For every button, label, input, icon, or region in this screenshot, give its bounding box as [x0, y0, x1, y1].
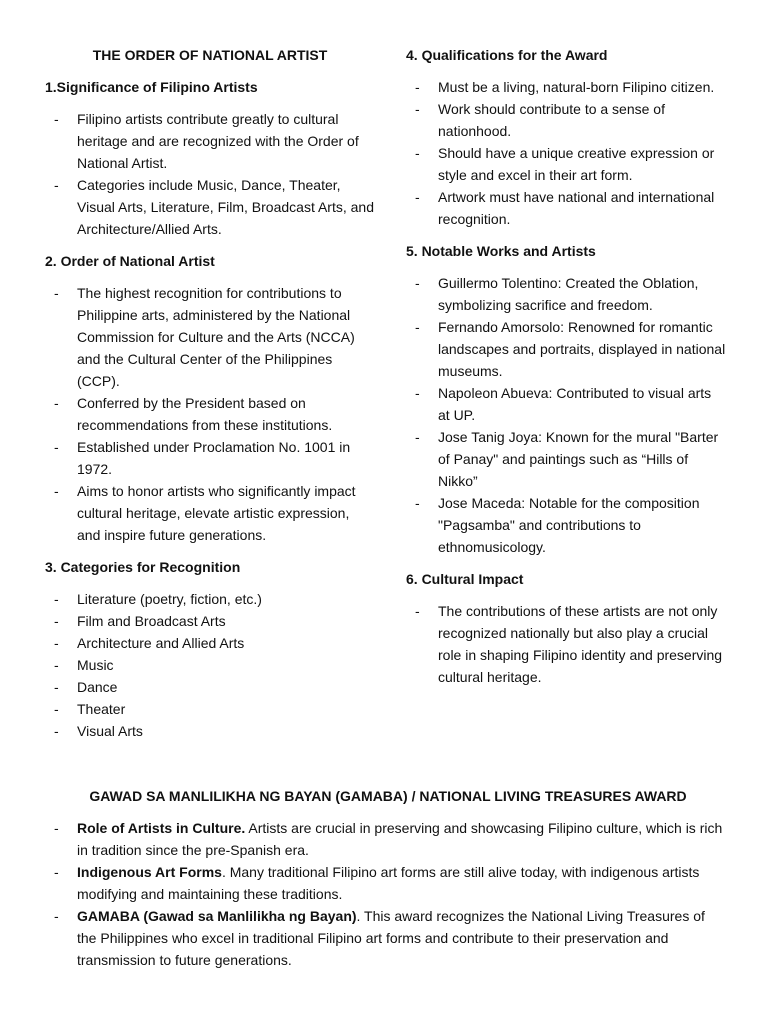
list-item	[45, 392, 375, 436]
dash-bullet-icon: -	[415, 495, 420, 511]
list-item-text: Visual Arts	[77, 723, 143, 739]
section-heading: 1.Significance of Filipino Artists	[45, 79, 258, 95]
section-heading: 6. Cultural Impact	[406, 571, 524, 587]
list-item	[45, 698, 375, 720]
list-item	[406, 98, 726, 142]
list-item	[406, 272, 726, 316]
bullet-list	[406, 600, 726, 688]
list-item-text: Fernando Amorsolo: Renowned for romantic landscapes and portraits, displayed in national museums.	[438, 319, 726, 379]
section-heading: 3. Categories for Recognition	[45, 559, 241, 575]
list-item	[45, 720, 375, 742]
list-item	[53, 861, 723, 905]
list-item-text: Artwork must have national and international recognition.	[438, 189, 715, 227]
list-item	[45, 174, 375, 240]
list-item	[406, 492, 726, 558]
dash-bullet-icon: -	[54, 679, 59, 695]
list-item	[406, 186, 726, 230]
list-item	[53, 817, 723, 861]
list-item-text: Literature (poetry, fiction, etc.)	[77, 591, 262, 607]
dash-bullet-icon: -	[54, 723, 59, 739]
list-item	[45, 436, 375, 480]
dash-bullet-icon: -	[54, 395, 59, 411]
bullet-list	[45, 108, 375, 240]
section-qualifications	[406, 44, 726, 230]
dash-bullet-icon: -	[54, 701, 59, 717]
bullet-list	[45, 282, 375, 546]
list-item-text: . This award recognizes the National Living Treasures of the Philippines who excel in traditional Filipino art forms and contribute to their preservation and transmission to future generations.	[77, 908, 705, 968]
section-notable-works	[406, 240, 726, 558]
left-column	[45, 44, 375, 752]
list-item-text: Jose Tanig Joya: Known for the mural "Barter of Panay" and paintings such as “Hills of Nikko”	[438, 429, 719, 489]
dash-bullet-icon: -	[54, 908, 59, 924]
dash-bullet-icon: -	[54, 820, 59, 836]
list-item	[45, 632, 375, 654]
dash-bullet-icon: -	[415, 385, 420, 401]
list-item	[406, 142, 726, 186]
dash-bullet-icon: -	[54, 177, 59, 193]
section-categories	[45, 556, 375, 742]
list-item-text: Work should contribute to a sense of nationhood.	[438, 101, 665, 139]
bullet-list	[406, 76, 726, 230]
list-item-text: Film and Broadcast Arts	[77, 613, 226, 629]
list-item-lead: Role of Artists in Culture.	[77, 820, 246, 836]
list-item-text: Should have a unique creative expression or style and excel in their art form.	[438, 145, 715, 183]
right-column	[406, 44, 726, 698]
list-item-text: Must be a living, natural-born Filipino citizen.	[438, 79, 715, 95]
list-item-lead: GAMABA (Gawad sa Manlilikha ng Bayan)	[77, 908, 357, 924]
gamaba-title: GAWAD SA MANLILIKHA NG BAYAN (GAMABA) / NATIONAL LIVING TREASURES AWARD	[89, 788, 687, 804]
list-item-text: The highest recognition for contributions to Philippine arts, administered by the National Commission for Culture and the Arts (NCCA) and the Cultural Center of the Philippines (CCP).	[77, 285, 355, 389]
list-item	[53, 905, 723, 971]
section-heading: 5. Notable Works and Artists	[406, 243, 596, 259]
list-item	[45, 108, 375, 174]
list-item-text: The contributions of these artists are not only recognized nationally but also play a crucial role in shaping Filipino identity and preserving cultural heritage.	[438, 603, 723, 685]
dash-bullet-icon: -	[54, 657, 59, 673]
list-item-text: Filipino artists contribute greatly to cultural heritage and are recognized with the Order of National Artist.	[77, 111, 359, 171]
list-item	[406, 316, 726, 382]
list-item	[406, 382, 726, 426]
list-item-lead: Indigenous Art Forms	[77, 864, 222, 880]
section-order-of-national-artist	[45, 250, 375, 546]
dash-bullet-icon: -	[54, 483, 59, 499]
dash-bullet-icon: -	[54, 613, 59, 629]
dash-bullet-icon: -	[54, 864, 59, 880]
list-item	[45, 480, 375, 546]
list-item-text: Music	[77, 657, 114, 673]
bullet-list	[45, 588, 375, 742]
list-item	[45, 282, 375, 392]
dash-bullet-icon: -	[415, 275, 420, 291]
dash-bullet-icon: -	[415, 101, 420, 117]
dash-bullet-icon: -	[415, 603, 420, 619]
section-cultural-impact	[406, 568, 726, 688]
list-item-text: Theater	[77, 701, 126, 717]
section-heading: 2. Order of National Artist	[45, 253, 215, 269]
dash-bullet-icon: -	[415, 79, 420, 95]
bullet-list	[406, 272, 726, 558]
list-item	[45, 654, 375, 676]
section-significance	[45, 76, 375, 240]
dash-bullet-icon: -	[54, 439, 59, 455]
list-item	[45, 676, 375, 698]
bullet-list	[53, 817, 723, 971]
list-item	[406, 426, 726, 492]
list-item	[406, 600, 726, 688]
list-item-text: . Many traditional Filipino art forms are still alive today, with indigenous artists modifying and maintaining these traditions.	[77, 864, 700, 902]
list-item-text: Established under Proclamation No. 1001 in 1972.	[77, 439, 351, 477]
dash-bullet-icon: -	[54, 591, 59, 607]
list-item	[406, 76, 726, 98]
list-item-text: Conferred by the President based on recommendations from these institutions.	[77, 395, 333, 433]
section-heading: 4. Qualifications for the Award	[406, 47, 608, 63]
list-item-text: Jose Maceda: Notable for the composition "Pagsamba" and contributions to ethnomusicology.	[438, 495, 700, 555]
list-item-text: Guillermo Tolentino: Created the Oblation, symbolizing sacrifice and freedom.	[438, 275, 699, 313]
dash-bullet-icon: -	[54, 111, 59, 127]
gamaba-section	[53, 785, 723, 981]
dash-bullet-icon: -	[415, 319, 420, 335]
list-item-text: Architecture and Allied Arts	[77, 635, 245, 651]
dash-bullet-icon: -	[415, 429, 420, 445]
list-item	[45, 610, 375, 632]
list-item-text: Napoleon Abueva: Contributed to visual arts at UP.	[438, 385, 712, 423]
list-item	[45, 588, 375, 610]
list-item-text: Artists are crucial in preserving and showcasing Filipino culture, which is rich in tradition since the pre-Spanish era.	[77, 820, 723, 858]
list-item-text: Aims to honor artists who significantly impact cultural heritage, elevate artistic expression, and inspire future generations.	[77, 483, 356, 543]
document-title: THE ORDER OF NATIONAL ARTIST	[92, 47, 328, 63]
list-item-text: Dance	[77, 679, 118, 695]
dash-bullet-icon: -	[54, 285, 59, 301]
dash-bullet-icon: -	[415, 145, 420, 161]
dash-bullet-icon: -	[54, 635, 59, 651]
list-item-text: Categories include Music, Dance, Theater, Visual Arts, Literature, Film, Broadcast Arts, and Architecture/Allied Arts.	[77, 177, 374, 237]
dash-bullet-icon: -	[415, 189, 420, 205]
